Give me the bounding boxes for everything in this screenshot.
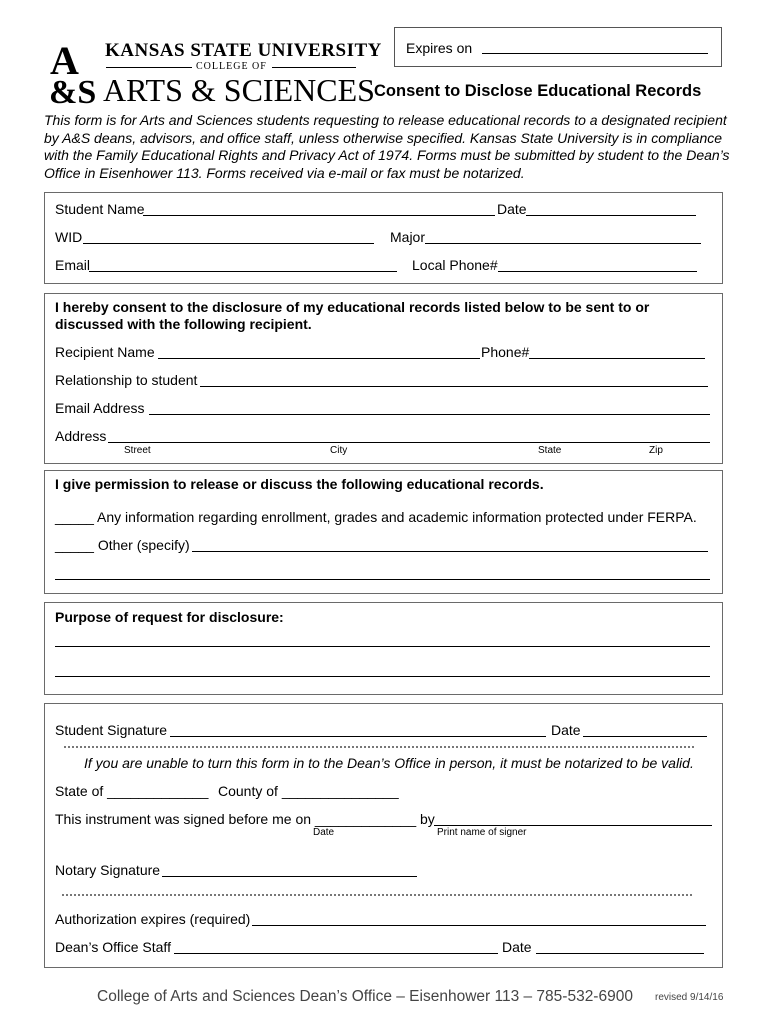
city-caption: City bbox=[330, 445, 348, 456]
notary-signature-label: Notary Signature bbox=[55, 862, 161, 878]
state-caption: State bbox=[538, 445, 562, 456]
university-name: KANSAS STATE UNIVERSITY bbox=[105, 40, 382, 61]
expires-input[interactable] bbox=[482, 53, 708, 54]
notary-signature-input[interactable] bbox=[162, 876, 417, 877]
date-caption: Date bbox=[313, 827, 335, 838]
signer-name-input[interactable] bbox=[434, 825, 712, 826]
recipient-email-input[interactable] bbox=[149, 414, 710, 415]
street-caption: Street bbox=[124, 445, 151, 456]
major-input[interactable] bbox=[425, 243, 701, 244]
form-title: Consent to Disclose Educational Records bbox=[374, 82, 702, 100]
date-label: Date bbox=[497, 201, 527, 217]
staff-date-label: Date bbox=[502, 939, 532, 955]
local-phone-input[interactable] bbox=[498, 271, 697, 272]
other-specify-input-2[interactable] bbox=[55, 579, 710, 580]
email-input[interactable] bbox=[89, 271, 397, 272]
deans-staff-input[interactable] bbox=[174, 953, 498, 954]
records-option-other[interactable]: _____ Other (specify) bbox=[55, 537, 190, 553]
dotted-divider bbox=[64, 746, 694, 748]
recipient-phone-input[interactable] bbox=[529, 358, 705, 359]
purpose-input-1[interactable] bbox=[55, 646, 710, 647]
relationship-input[interactable] bbox=[200, 386, 708, 387]
student-name-input[interactable] bbox=[143, 215, 495, 216]
local-phone-label: Local Phone# bbox=[412, 257, 498, 273]
college-name: ARTS & SCIENCES bbox=[103, 72, 375, 108]
relationship-label: Relationship to student bbox=[55, 372, 198, 388]
expires-label: Expires on bbox=[406, 40, 473, 56]
logo-rule bbox=[106, 67, 192, 68]
intro-text: This form is for Arts and Sciences students requesting to release educational records to a designated recipient by A&S deans, advisors, and office staff, unless otherwise specified. Kansas State University is in compliance with the Family Educational Rights and Privacy Act of 1974. Forms must be submitted by student to the Dean’s Office in Eisenhower 113. Forms received via e-mail or fax must be notarized. bbox=[44, 112, 730, 181]
auth-expires-label: Authorization expires (required) bbox=[55, 911, 251, 927]
signature-date-input[interactable] bbox=[583, 736, 707, 737]
svg-text:A: A bbox=[50, 40, 79, 83]
auth-expires-input[interactable] bbox=[252, 925, 706, 926]
svg-text:&S: &S bbox=[49, 74, 97, 104]
footer-office: College of Arts and Sciences Dean’s Office – Eisenhower 113 – 785-532-6900 bbox=[97, 988, 633, 1005]
other-specify-input[interactable] bbox=[192, 551, 708, 552]
records-heading: I give permission to release or discuss the following educational records. bbox=[55, 476, 544, 492]
student-signature-input[interactable] bbox=[170, 736, 546, 737]
signature-box bbox=[44, 703, 723, 968]
records-option-ferpa[interactable]: _____ Any information regarding enrollment, grades and academic information protected under FERPA. bbox=[55, 509, 697, 525]
college-of-label: COLLEGE OF bbox=[196, 61, 267, 72]
recipient-name-label: Recipient Name bbox=[55, 344, 155, 360]
logo-rule bbox=[272, 67, 356, 68]
wid-label: WID bbox=[55, 229, 83, 245]
recipient-phone-label: Phone# bbox=[481, 344, 530, 360]
purpose-heading: Purpose of request for disclosure: bbox=[55, 609, 284, 625]
college-logo-mark bbox=[49, 40, 97, 104]
revised-date: revised 9/14/16 bbox=[655, 992, 724, 1003]
dotted-divider bbox=[62, 894, 692, 896]
staff-date-input[interactable] bbox=[536, 953, 704, 954]
deans-staff-label: Dean’s Office Staff bbox=[55, 939, 171, 955]
signed-before-field[interactable]: This instrument was signed before me on _____________ by bbox=[55, 811, 435, 827]
purpose-input-2[interactable] bbox=[55, 676, 710, 677]
state-of-field[interactable]: State of _____________ bbox=[55, 783, 209, 799]
student-name-label: Student Name bbox=[55, 201, 145, 217]
county-of-field[interactable]: County of _______________ bbox=[218, 783, 399, 799]
address-label: Address bbox=[55, 428, 107, 444]
notarize-note: If you are unable to turn this form in to the Dean’s Office in person, it must be notarized to be valid. bbox=[84, 755, 694, 771]
student-signature-label: Student Signature bbox=[55, 722, 168, 738]
email-label: Email bbox=[55, 257, 91, 273]
recipient-email-label: Email Address bbox=[55, 400, 145, 416]
address-input[interactable] bbox=[108, 442, 710, 443]
recipient-name-input[interactable] bbox=[158, 358, 480, 359]
date-input[interactable] bbox=[526, 215, 696, 216]
recipient-heading: I hereby consent to the disclosure of my educational records listed below to be sent to or discussed with the following recipient. bbox=[55, 299, 650, 332]
signature-date-label: Date bbox=[551, 722, 581, 738]
major-label: Major bbox=[390, 229, 426, 245]
wid-input[interactable] bbox=[83, 243, 374, 244]
zip-caption: Zip bbox=[649, 445, 663, 456]
print-name-caption: Print name of signer bbox=[437, 827, 527, 838]
